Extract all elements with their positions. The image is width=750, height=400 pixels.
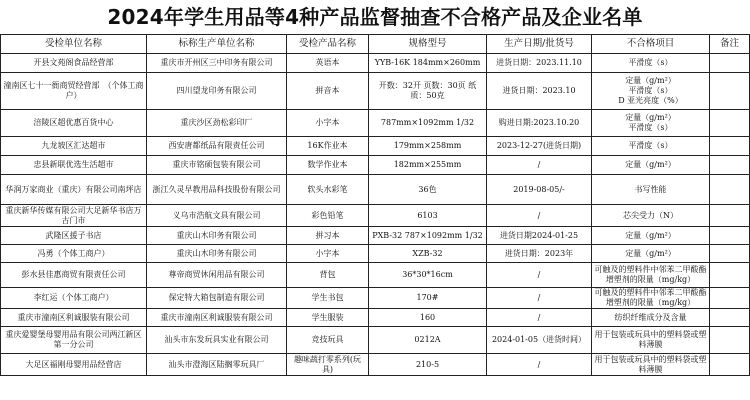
failed-items-cell	[592, 73, 710, 110]
table-row	[1, 309, 750, 327]
date-cell: /	[487, 156, 592, 175]
failed-items-cell	[592, 205, 710, 227]
table-row	[1, 137, 750, 156]
product-cell: 竞技玩具	[287, 327, 369, 354]
note-cell	[710, 156, 750, 175]
inspected-unit-cell: 重庆新华传媒有限公司大足新华书店万古门市	[1, 205, 147, 227]
failed-items-cell	[592, 156, 710, 175]
note-cell	[710, 227, 750, 245]
spec-cell: 179mm×258mm	[369, 137, 487, 156]
date-cell: 购进日期:2023.10.20	[487, 110, 592, 137]
product-cell: 英语本	[287, 54, 369, 73]
product-cell: 学生书包	[287, 288, 369, 309]
inspected-unit-cell: 重庆市潼南区利诚服装有限公司	[1, 309, 147, 327]
table-row	[1, 110, 750, 137]
note-cell	[710, 205, 750, 227]
inspected-unit-cell: 涪陵区超优惠百货中心	[1, 110, 147, 137]
inspected-unit-cell: 大足区福刚母婴用品经营店	[1, 354, 147, 376]
header-producer: 标称生产单位名称	[147, 35, 287, 54]
date-cell: 进货日期2024-01-25	[487, 227, 592, 245]
date-cell: 2024-01-05（进货时间）	[487, 327, 592, 354]
failed-item: 定量（g/m²）	[625, 248, 676, 258]
failed-items-cell	[592, 54, 710, 73]
table-row	[1, 54, 750, 73]
note-cell	[710, 245, 750, 263]
product-cell: 小字本	[287, 110, 369, 137]
inspected-unit-cell: 开县文苑阁食品经营部	[1, 54, 147, 73]
producer-cell: 保定特大箱包制造有限公司	[147, 288, 287, 309]
product-cell: 趣味蔬打零系列(玩具)	[287, 354, 369, 376]
date-cell: /	[487, 354, 592, 376]
spec-cell: 6103	[369, 205, 487, 227]
product-cell: 拼音本	[287, 73, 369, 110]
failed-items-cell	[592, 354, 710, 376]
note-cell	[710, 110, 750, 137]
producer-cell: 重庆山木印务有限公司	[147, 245, 287, 263]
producer-cell: 重庆市铭硕包装有限公司	[147, 156, 287, 175]
date-cell: 2019-08-05/-	[487, 175, 592, 205]
header-date: 生产日期/批货号	[487, 35, 592, 54]
product-cell: 小字本	[287, 245, 369, 263]
product-cell: 彩色铅笔	[287, 205, 369, 227]
note-cell	[710, 309, 750, 327]
header-product: 受检产品名称	[287, 35, 369, 54]
date-cell: /	[487, 288, 592, 309]
producer-cell: 西安唐都纸品有限责任公司	[147, 137, 287, 156]
note-cell	[710, 354, 750, 376]
header-inspected-unit: 受检单位名称	[1, 35, 147, 54]
failed-item: 纺织纤维成分及含量	[614, 312, 687, 322]
producer-cell: 浙江久灵早教用品科技股份有限公司	[147, 175, 287, 205]
spec-cell: XZB-32	[369, 245, 487, 263]
inspected-unit-cell: 武隆区援子书店	[1, 227, 147, 245]
inspected-unit-cell: 李红运（个体工商户）	[1, 288, 147, 309]
inspected-unit-cell: 冯勇（个体工商户）	[1, 245, 147, 263]
note-cell	[710, 263, 750, 288]
date-cell: 进货日期：2023.11.10	[487, 54, 592, 73]
table-row	[1, 227, 750, 245]
producer-cell: 四川望龙印务有限公司	[147, 73, 287, 110]
failed-item: 可触及的塑料件中邻苯二甲酸酯增塑剂的限量（mg/kg）	[594, 288, 707, 307]
header-failed-items: 不合格项目	[592, 35, 710, 54]
date-cell: /	[487, 205, 592, 227]
product-cell: 16K作业本	[287, 137, 369, 156]
spec-cell: 170#	[369, 288, 487, 309]
note-cell	[710, 327, 750, 354]
inspected-unit-cell: 重庆爱婴堡母婴用品有限公司两江新区第一分公司	[1, 327, 147, 354]
page-title: 2024年学生用品等4种产品监督抽查不合格产品及企业名单	[107, 5, 643, 29]
product-cell: 数学作业本	[287, 156, 369, 175]
producer-cell: 重庆市开州区三中印务有限公司	[147, 54, 287, 73]
failed-item: 定量（g/m²）	[625, 230, 676, 240]
table-row	[1, 327, 750, 354]
date-cell: 进货日期：2023.10	[487, 73, 592, 110]
producer-cell: 重庆山木印务有限公司	[147, 227, 287, 245]
inspected-unit-cell: 忠县新联优选生活超市	[1, 156, 147, 175]
spec-cell: 182mm×255mm	[369, 156, 487, 175]
product-cell: 背包	[287, 263, 369, 288]
producer-cell: 汕头市澄海区陆搁零玩具厂	[147, 354, 287, 376]
spec-cell: 160	[369, 309, 487, 327]
spec-cell: 36色	[369, 175, 487, 205]
failed-item: 定量（g/m²）	[625, 76, 676, 85]
failed-item: 用于包装或玩具中的塑料袋或塑料薄膜	[594, 330, 707, 349]
date-cell: /	[487, 309, 592, 327]
failed-items-cell	[592, 110, 710, 137]
table-header-row	[1, 35, 750, 54]
table-row	[1, 245, 750, 263]
failed-item: 可触及的塑料件中邻苯二甲酸酯增塑剂的限量（mg/kg）	[594, 265, 707, 284]
spec-cell: 36*30*16cm	[369, 263, 487, 288]
producer-cell: 义乌市浩航文具有限公司	[147, 205, 287, 227]
producer-cell: 尊帝商贸休闲用品有限公司	[147, 263, 287, 288]
date-cell: /	[487, 263, 592, 288]
table-row	[1, 205, 750, 227]
note-cell	[710, 73, 750, 110]
date-cell: 进货日期：2023年	[487, 245, 592, 263]
spec-cell: PXB-32 787×1092mm 1/32	[369, 227, 487, 245]
failed-items-cell	[592, 309, 710, 327]
product-cell: 软头水彩笔	[287, 175, 369, 205]
failed-items-cell	[592, 137, 710, 156]
failed-item: 平滑度（s）	[628, 141, 673, 150]
failed-items-cell	[592, 288, 710, 309]
spec-cell: YYB-16K 184mm×260mm	[369, 54, 487, 73]
note-cell	[710, 54, 750, 73]
date-cell: 2023-12-27(进货日期)	[487, 137, 592, 156]
failed-item: 书写性能	[634, 184, 667, 194]
table-row	[1, 73, 750, 110]
table-row	[1, 354, 750, 376]
inspected-unit-cell: 彭水县佳惠商贸有限责任公司	[1, 263, 147, 288]
inspected-unit-cell: 潼南区七十一衙商贸经营部 （个体工商户）	[1, 73, 147, 110]
note-cell	[710, 288, 750, 309]
failed-item: 芯尖受力（N）	[623, 210, 678, 220]
producer-cell: 汕头市东发玩具实业有限公司	[147, 327, 287, 354]
failed-items-cell	[592, 263, 710, 288]
product-cell: 学生服装	[287, 309, 369, 327]
note-cell	[710, 137, 750, 156]
table-row	[1, 175, 750, 205]
producer-cell: 重庆市潼南区利诚服装有限公司	[147, 309, 287, 327]
failed-item: 平滑度（s）	[628, 86, 673, 95]
failed-item: 定量（g/m²）	[625, 160, 676, 169]
product-cell: 拼习本	[287, 227, 369, 245]
inspected-unit-cell: 九龙坡区汇达超市	[1, 137, 147, 156]
header-note: 备注	[710, 35, 750, 54]
failed-item: D 亚光亮度（%）	[618, 96, 683, 105]
table-row	[1, 156, 750, 175]
failed-items-cell	[592, 327, 710, 354]
failed-item: 用于包装或玩具中的塑料袋或塑料薄膜	[594, 354, 707, 374]
failed-items-cell	[592, 175, 710, 205]
header-spec: 规格型号	[369, 35, 487, 54]
results-table	[0, 34, 750, 376]
spec-cell: 787mm×1092mm 1/32	[369, 110, 487, 137]
spec-cell: 210-5	[369, 354, 487, 376]
producer-cell: 重庆沙区劲松彩印厂	[147, 110, 287, 137]
table-row	[1, 288, 750, 309]
failed-items-cell	[592, 245, 710, 263]
failed-items-cell	[592, 227, 710, 245]
note-cell	[710, 175, 750, 205]
failed-item: 平滑度（s）	[628, 123, 673, 132]
spec-cell: 开数：32开 页数：30页 纸质：50克	[369, 73, 487, 110]
table-row	[1, 263, 750, 288]
failed-item: 平滑度（s）	[628, 58, 673, 67]
failed-item: 定量（g/m²）	[625, 113, 676, 122]
inspected-unit-cell: 华润万家商业（重庆）有限公司南坪店	[1, 175, 147, 205]
spec-cell: 0212A	[369, 327, 487, 354]
